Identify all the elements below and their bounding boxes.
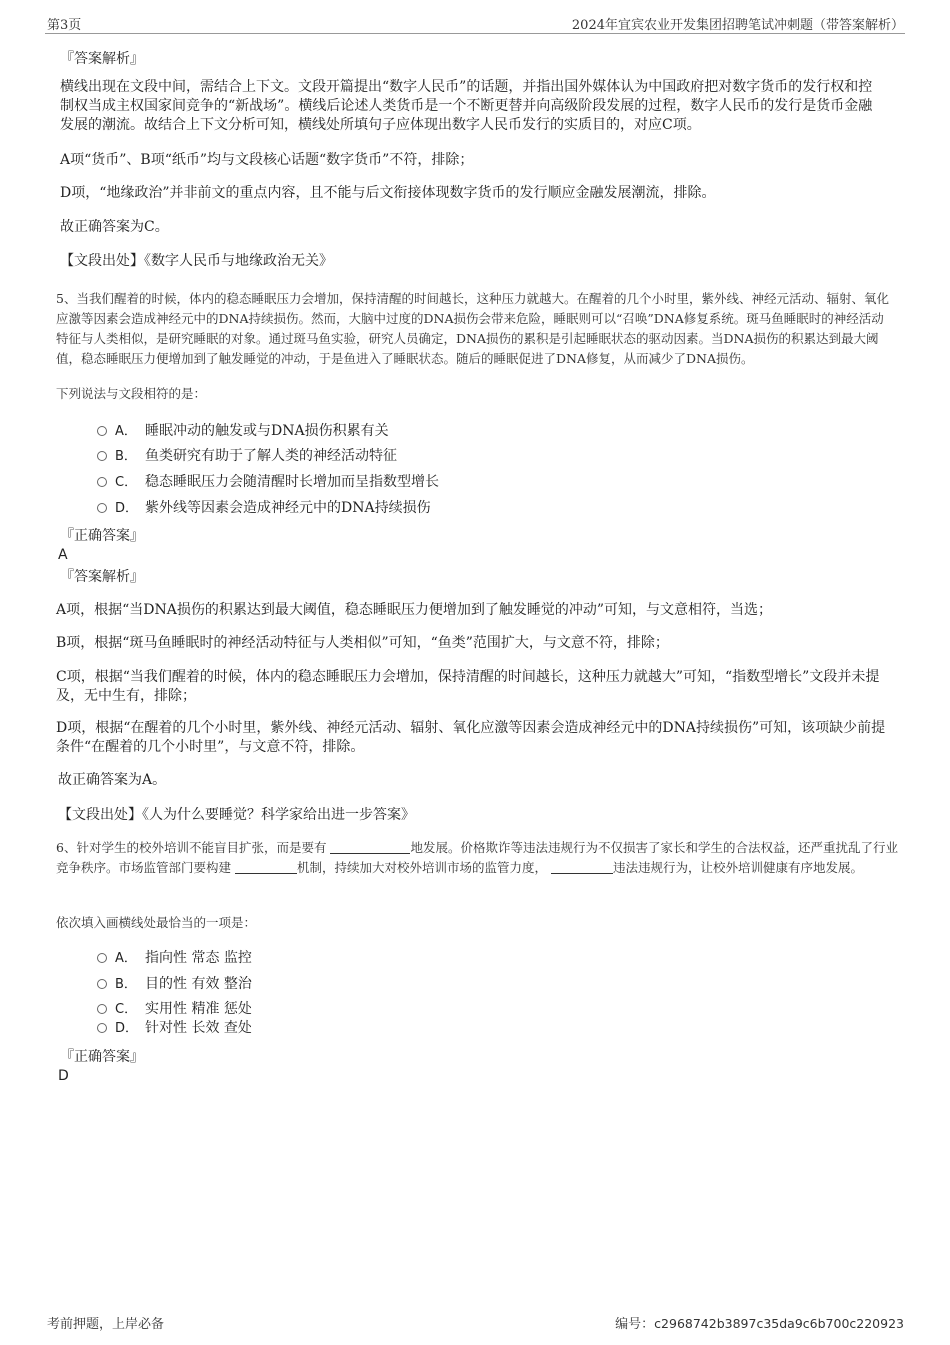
footer-code-label: 编号： bbox=[615, 1317, 655, 1332]
q4-analysis-paragraph-1: 横线出现在文段中间，需结合上下文。文段开篇提出“数字人民币”的话题，并指出国外媒体认为中国政府把对数字货币的发行权和控制权当成主权国家间竞争的“新战场”。横线后论述人类货币是一个不断更替并向高级阶段发展的过程，数字人民币的发行是货币金融发展的潮流。故结合上下文分析可知，横线处所填句子应体现出数字人民币发行的实质目的，对应C项。 bbox=[60, 79, 873, 133]
radio-icon[interactable] bbox=[97, 477, 107, 487]
option-letter: A． bbox=[115, 951, 137, 966]
footer-code-value: c2968742b3897c35da9c6b700c220923 bbox=[654, 1316, 904, 1331]
option-letter: A． bbox=[115, 424, 137, 439]
radio-icon[interactable] bbox=[97, 426, 107, 436]
option-letter: C． bbox=[115, 475, 138, 490]
option-text: 指向性 常态 监控 bbox=[145, 950, 252, 966]
q5-analysis-d: D项，根据“在醒着的几个小时里，紫外线、神经元活动、辐射、氧化应激等因素会造成神经元中的DNA持续损伤”可知，该项缺少前提条件“在醒着的几个小时里”，与文意不符，排除。 bbox=[56, 720, 886, 755]
fill-blank-2 bbox=[235, 860, 297, 874]
radio-icon[interactable] bbox=[97, 1023, 107, 1033]
document-title: 2024年宜宾农业开发集团招聘笔试冲刺题（带答案解析） bbox=[571, 18, 904, 33]
q5-analysis-conclusion: 故正确答案为A。 bbox=[58, 772, 167, 788]
q5-answer: A bbox=[58, 547, 68, 563]
q6-option-a[interactable] bbox=[97, 948, 252, 968]
option-letter: B． bbox=[115, 977, 137, 992]
q6-option-d[interactable] bbox=[97, 1018, 252, 1038]
fill-blank-3 bbox=[551, 860, 613, 874]
option-text: 稳态睡眠压力会随清醒时长增加而呈指数型增长 bbox=[145, 474, 439, 490]
option-text: 针对性 长效 查处 bbox=[145, 1020, 252, 1036]
q4-source: 【文段出处】《数字人民币与地缘政治无关》 bbox=[60, 253, 333, 269]
q6-stem-part-1: 6、针对学生的校外培训不能盲目扩张，而是要有 bbox=[56, 840, 327, 855]
q6-answer-label: 『正确答案』 bbox=[60, 1049, 144, 1065]
q5-option-a[interactable] bbox=[97, 421, 389, 441]
option-text: 鱼类研究有助于了解人类的神经活动特征 bbox=[145, 448, 397, 464]
q6-stem bbox=[56, 838, 898, 878]
q5-answer-label: 『正确答案』 bbox=[60, 528, 144, 544]
option-letter: B． bbox=[115, 449, 137, 464]
option-text: 实用性 精准 惩处 bbox=[145, 1001, 252, 1017]
q4-analysis-paragraph-3: D项，“地缘政治”并非前文的重点内容，且不能与后文衔接体现数字货币的发行顺应金融发展潮流，排除。 bbox=[60, 185, 716, 201]
radio-icon[interactable] bbox=[97, 451, 107, 461]
q6-option-c[interactable] bbox=[97, 999, 252, 1019]
radio-icon[interactable] bbox=[97, 953, 107, 963]
footer-slogan: 考前押题，上岸必备 bbox=[47, 1317, 165, 1332]
q5-source: 【文段出处】《人为什么要睡觉？科学家给出进一步答案》 bbox=[58, 807, 415, 823]
q5-option-c[interactable] bbox=[97, 472, 439, 492]
radio-icon[interactable] bbox=[97, 503, 107, 513]
option-text: 睡眠冲动的触发或与DNA损伤积累有关 bbox=[145, 423, 389, 439]
q5-analysis-label: 『答案解析』 bbox=[60, 569, 144, 585]
q5-analysis-a: A项，根据“当DNA损伤的积累达到最大阈值，稳态睡眠压力便增加到了触发睡觉的冲动”可知，与文意相符，当选； bbox=[56, 602, 773, 618]
q5-analysis-c: C项，根据“当我们醒着的时候，体内的稳态睡眠压力会增加，保持清醒的时间越长，这种压力就越大”可知，“指数型增长”文段并未提及，无中生有，排除； bbox=[56, 669, 880, 704]
q6-option-b[interactable] bbox=[97, 974, 252, 994]
q6-answer: D bbox=[58, 1068, 69, 1084]
option-text: 目的性 有效 整治 bbox=[145, 976, 252, 992]
option-letter: C． bbox=[115, 1002, 138, 1017]
q4-analysis-label: 『答案解析』 bbox=[60, 51, 144, 67]
radio-icon[interactable] bbox=[97, 1004, 107, 1014]
option-text: 紫外线等因素会造成神经元中的DNA持续损伤 bbox=[145, 500, 431, 516]
q5-option-b[interactable] bbox=[97, 446, 397, 466]
page-number: 第3页 bbox=[47, 18, 82, 33]
q5-analysis-b: B项，根据“斑马鱼睡眠时的神经活动特征与人类相似”可知，“鱼类”范围扩大，与文意不符，排除； bbox=[56, 635, 669, 651]
q4-analysis-conclusion: 故正确答案为C。 bbox=[60, 219, 169, 235]
q5-option-d[interactable] bbox=[97, 498, 431, 518]
q6-stem-part-2: 地发展。价格欺诈等违法违规行为不仅损害了家长和学生的合法权益，还严重扰乱了行业竞争秩序。市场监管部门要构建 bbox=[56, 840, 898, 875]
q4-analysis-paragraph-2: A项“货币”、B项“纸币”均与文段核心话题“数字货币”不符，排除； bbox=[60, 152, 474, 168]
q5-stem: 5、当我们醒着的时候，体内的稳态睡眠压力会增加，保持清醒的时间越长，这种压力就越大。在醒着的几个小时里，紫外线、神经元活动、辐射、氧化应激等因素会造成神经元中的DNA持续损伤。然而，大脑中过度的DNA损伤会带来危险，睡眠则可以“召唤”DNA修复系统。斑马鱼睡眠时的神经活动特征与人类相似，是研究睡眠的对象。通过斑马鱼实验，研究人员确定，DNA损伤的累积是引起睡眠状态的驱动因素。当DNA损伤的积累达到最大阈值，稳态睡眠压力便增加到了触发睡觉的冲动，于是鱼进入了睡眠状态。随后的睡眠促进了DNA修复，从而减少了DNA损伤。 bbox=[56, 291, 889, 366]
q5-question: 下列说法与文段相符的是： bbox=[56, 386, 207, 401]
option-letter: D． bbox=[115, 501, 139, 516]
header-divider bbox=[45, 33, 905, 34]
option-letter: D． bbox=[115, 1021, 139, 1036]
q6-stem-part-3: 机制，持续加大对校外培训市场的监管力度， bbox=[297, 860, 548, 875]
footer-code bbox=[615, 1313, 904, 1332]
q6-question: 依次填入画横线处最恰当的一项是： bbox=[56, 915, 257, 930]
q6-stem-part-4: 违法违规行为，让校外培训健康有序地发展。 bbox=[613, 860, 864, 875]
fill-blank-1 bbox=[330, 840, 410, 854]
radio-icon[interactable] bbox=[97, 979, 107, 989]
